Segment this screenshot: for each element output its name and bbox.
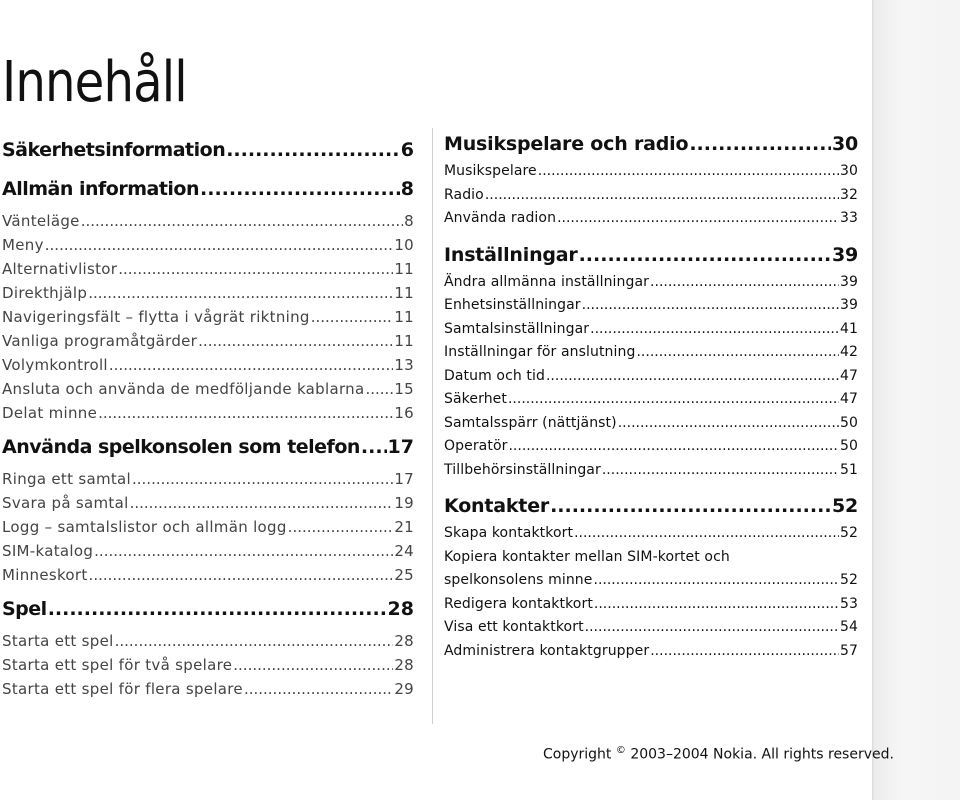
- toc-entry-title: spelkonsolens minne: [444, 572, 593, 588]
- page-number: 28: [387, 598, 414, 620]
- page-number: 57: [839, 642, 858, 659]
- toc-entry-title: Vänteläge: [2, 212, 80, 230]
- dot-leader: [602, 459, 839, 483]
- page-number: 13: [394, 356, 414, 374]
- toc-entry-title: Säkerhet: [444, 391, 507, 407]
- toc-entry[interactable]: [444, 640, 858, 664]
- toc-entry[interactable]: [2, 629, 414, 653]
- toc-entry-title: Vanliga programåtgärder: [2, 332, 198, 350]
- toc-entry-title: Logg – samtalslistor och allmän logg: [2, 518, 287, 536]
- dot-leader: [650, 640, 839, 664]
- dot-leader: [618, 412, 839, 436]
- toc-entry-title: Alternativlistor: [2, 260, 118, 278]
- page-number: 25: [394, 566, 414, 584]
- toc-entry[interactable]: [2, 653, 414, 677]
- page-number: 39: [831, 243, 858, 266]
- dot-leader: [48, 590, 387, 629]
- copyright-symbol: ©: [615, 745, 626, 756]
- dot-leader: [485, 184, 839, 208]
- toc-section-title: Inställningar: [444, 243, 578, 266]
- page-number: 39: [839, 297, 858, 313]
- dot-leader: [233, 653, 393, 677]
- page-title: Innehåll: [2, 50, 187, 115]
- dot-leader: [557, 207, 839, 231]
- toc-entry-title: Datum och tid: [444, 367, 545, 384]
- dot-leader: [538, 160, 839, 184]
- page-number: 52: [831, 495, 858, 517]
- copyright-prefix: Copyright: [543, 746, 612, 763]
- toc-entry-text: Kopiera kontakter mellan SIM-kortet och: [444, 548, 730, 565]
- page-number: 24: [394, 542, 414, 560]
- toc-entry-title: Tillbehörsinställningar: [444, 461, 601, 478]
- dot-leader: [88, 281, 393, 305]
- toc-entry[interactable]: [2, 401, 414, 425]
- toc-section-entry[interactable]: [2, 167, 414, 209]
- toc-entry-title: Visa ett kontaktkort: [444, 619, 584, 635]
- dot-leader: [574, 522, 839, 546]
- toc-entry-title: Inställningar för anslutning: [444, 344, 636, 360]
- toc-entry[interactable]: [444, 160, 858, 184]
- toc-entry-title: Radio: [444, 186, 484, 203]
- toc-section-title: Kontakter: [444, 495, 550, 517]
- toc-entry-title: Redigera kontaktkort: [444, 595, 593, 612]
- toc-entry-title: Meny: [2, 236, 44, 254]
- page-number: 41: [839, 320, 858, 337]
- dot-leader: [89, 563, 394, 587]
- toc-entry-title: Starta ett spel: [2, 632, 114, 650]
- page-number: 54: [839, 619, 858, 635]
- toc-entry[interactable]: [444, 207, 858, 231]
- page-number: 28: [394, 656, 414, 674]
- page-number: 42: [839, 344, 858, 360]
- toc-entry-title: Skapa kontaktkort: [444, 525, 574, 541]
- page-number: 10: [394, 236, 414, 254]
- page-number: 11: [394, 332, 414, 350]
- page-number: 53: [839, 595, 858, 612]
- page-number: 50: [839, 438, 858, 454]
- dot-leader: [130, 491, 394, 515]
- toc-entry-title: Ändra allmänna inställningar: [444, 273, 650, 290]
- dot-leader: [81, 209, 403, 233]
- copyright-text: 2003–2004 Nokia. All rights reserved.: [630, 746, 894, 763]
- dot-leader: [109, 353, 393, 377]
- toc-entry[interactable]: [444, 271, 858, 295]
- dot-leader: [594, 593, 839, 617]
- dot-leader: [550, 490, 831, 522]
- toc-entry[interactable]: [2, 353, 414, 377]
- toc-entry-title: Samtalsspärr (nättjänst): [444, 414, 617, 431]
- toc-entry-title: Starta ett spel för två spelare: [2, 656, 233, 674]
- dot-leader: [546, 365, 839, 389]
- page-number: 47: [839, 391, 858, 407]
- dot-leader: [198, 329, 393, 353]
- toc-section-title: Musikspelare och radio: [444, 133, 689, 155]
- dot-leader: [585, 616, 839, 640]
- dot-leader: [45, 233, 394, 257]
- dot-leader: [579, 239, 831, 271]
- toc-entry[interactable]: [2, 257, 414, 281]
- dot-leader: [132, 467, 393, 491]
- dot-leader: [244, 677, 393, 701]
- toc-entry-title: Navigeringsfält – flytta i vågrät riktning: [2, 308, 310, 326]
- toc-section-title: Spel: [2, 598, 47, 620]
- dot-leader: [365, 377, 393, 401]
- column-divider: [432, 128, 433, 724]
- dot-leader: [594, 569, 839, 593]
- dot-leader: [94, 539, 393, 563]
- page-number: 28: [394, 632, 414, 650]
- page-number: 30: [831, 133, 858, 155]
- page-number: 47: [839, 367, 858, 384]
- page-number: 16: [394, 404, 414, 422]
- toc-entry[interactable]: [2, 539, 414, 563]
- page-number: 30: [839, 163, 858, 179]
- toc-entry-title: Använda radion: [444, 210, 557, 226]
- dot-leader: [200, 170, 400, 209]
- dot-leader: [508, 388, 839, 412]
- toc-entry[interactable]: [2, 563, 414, 587]
- dot-leader: [98, 401, 393, 425]
- toc-entry[interactable]: [2, 677, 414, 701]
- toc-entry[interactable]: [444, 318, 858, 342]
- toc-entry-title: Ansluta och använda de medföljande kablarna: [2, 380, 365, 398]
- page-number: 32: [839, 186, 858, 203]
- toc-entry[interactable]: [444, 459, 858, 483]
- page-number: 52: [839, 525, 858, 541]
- toc-entry-title: SIM-katalog: [2, 542, 94, 560]
- page-number: 29: [394, 680, 414, 698]
- page-number: 50: [839, 414, 858, 431]
- toc-section-entry[interactable]: [2, 425, 414, 467]
- toc-entry-title: Delat minne: [2, 404, 98, 422]
- dot-leader: [361, 428, 387, 467]
- dot-leader: [590, 318, 839, 342]
- page-number: 39: [839, 273, 858, 290]
- toc-entry-title: Ringa ett samtal: [2, 470, 131, 488]
- toc-section-title: Säkerhetsinformation: [2, 139, 226, 161]
- toc-entry[interactable]: [444, 522, 858, 546]
- copyright-notice: [543, 741, 894, 765]
- toc-entry[interactable]: [2, 515, 414, 539]
- toc-entry[interactable]: [2, 281, 414, 305]
- toc-entry[interactable]: [2, 467, 414, 491]
- dot-leader: [582, 294, 839, 318]
- toc-entry[interactable]: [444, 365, 858, 389]
- toc-entry[interactable]: [444, 388, 858, 412]
- page-number: 11: [394, 260, 414, 278]
- toc-entry[interactable]: [2, 209, 414, 233]
- toc-entry[interactable]: [2, 305, 414, 329]
- page-number: 6: [400, 139, 414, 161]
- page-number: 17: [394, 470, 414, 488]
- toc-section-entry[interactable]: [444, 490, 858, 522]
- toc-entry[interactable]: [444, 294, 858, 318]
- page-number: 8: [400, 178, 414, 200]
- toc-section-entry[interactable]: [444, 128, 858, 160]
- page-number: 33: [839, 210, 858, 226]
- toc-entry[interactable]: [444, 569, 858, 593]
- toc-right-column: [444, 128, 858, 663]
- toc-section-entry[interactable]: [2, 587, 414, 629]
- dot-leader: [118, 257, 393, 281]
- toc-entry-title: Enhetsinställningar: [444, 297, 581, 313]
- toc-entry-title: Samtalsinställningar: [444, 320, 590, 337]
- toc-entry-title: Svara på samtal: [2, 494, 129, 512]
- toc-entry[interactable]: [2, 233, 414, 257]
- page-number: 8: [404, 212, 414, 230]
- page-number: 11: [394, 284, 414, 302]
- toc-entry-title: Starta ett spel för flera spelare: [2, 680, 243, 698]
- dot-leader: [689, 128, 831, 160]
- dot-leader: [311, 305, 394, 329]
- page-number: 52: [839, 572, 858, 588]
- dot-leader: [636, 341, 839, 365]
- toc-entry-title: Operatör: [444, 438, 508, 454]
- toc-entry[interactable]: [444, 435, 858, 459]
- dot-leader: [288, 515, 394, 539]
- toc-entry-title: Administrera kontaktgrupper: [444, 642, 650, 659]
- dot-leader: [226, 134, 400, 167]
- toc-entry[interactable]: [444, 412, 858, 436]
- page-number: 15: [394, 380, 414, 398]
- page-number: 17: [387, 436, 414, 458]
- toc-entry-title: Direkthjälp: [2, 284, 88, 302]
- dot-leader: [508, 435, 839, 459]
- toc-entry[interactable]: [444, 341, 858, 365]
- dot-leader: [115, 629, 394, 653]
- page-number: 19: [394, 494, 414, 512]
- toc-entry[interactable]: [444, 593, 858, 617]
- toc-entry[interactable]: [444, 184, 858, 208]
- toc-entry[interactable]: [2, 377, 414, 401]
- toc-section-title: Allmän information: [2, 178, 200, 200]
- page-number: 11: [394, 308, 414, 326]
- toc-entry[interactable]: [444, 616, 858, 640]
- toc-entry[interactable]: [2, 491, 414, 515]
- dot-leader: [650, 271, 839, 295]
- toc-entry-title: Volymkontroll: [2, 356, 108, 374]
- toc-entry[interactable]: [2, 329, 414, 353]
- page-number: 51: [839, 461, 858, 478]
- toc-section-entry[interactable]: [444, 239, 858, 271]
- toc-section-title: Använda spelkonsolen som telefon: [2, 436, 360, 458]
- page-edge-shadow: [872, 0, 960, 800]
- page-number: 21: [394, 518, 414, 536]
- toc-left-column: [2, 128, 414, 701]
- toc-section-entry[interactable]: [2, 128, 414, 167]
- toc-entry-title: Musikspelare: [444, 163, 537, 179]
- toc-entry-title: Minneskort: [2, 566, 88, 584]
